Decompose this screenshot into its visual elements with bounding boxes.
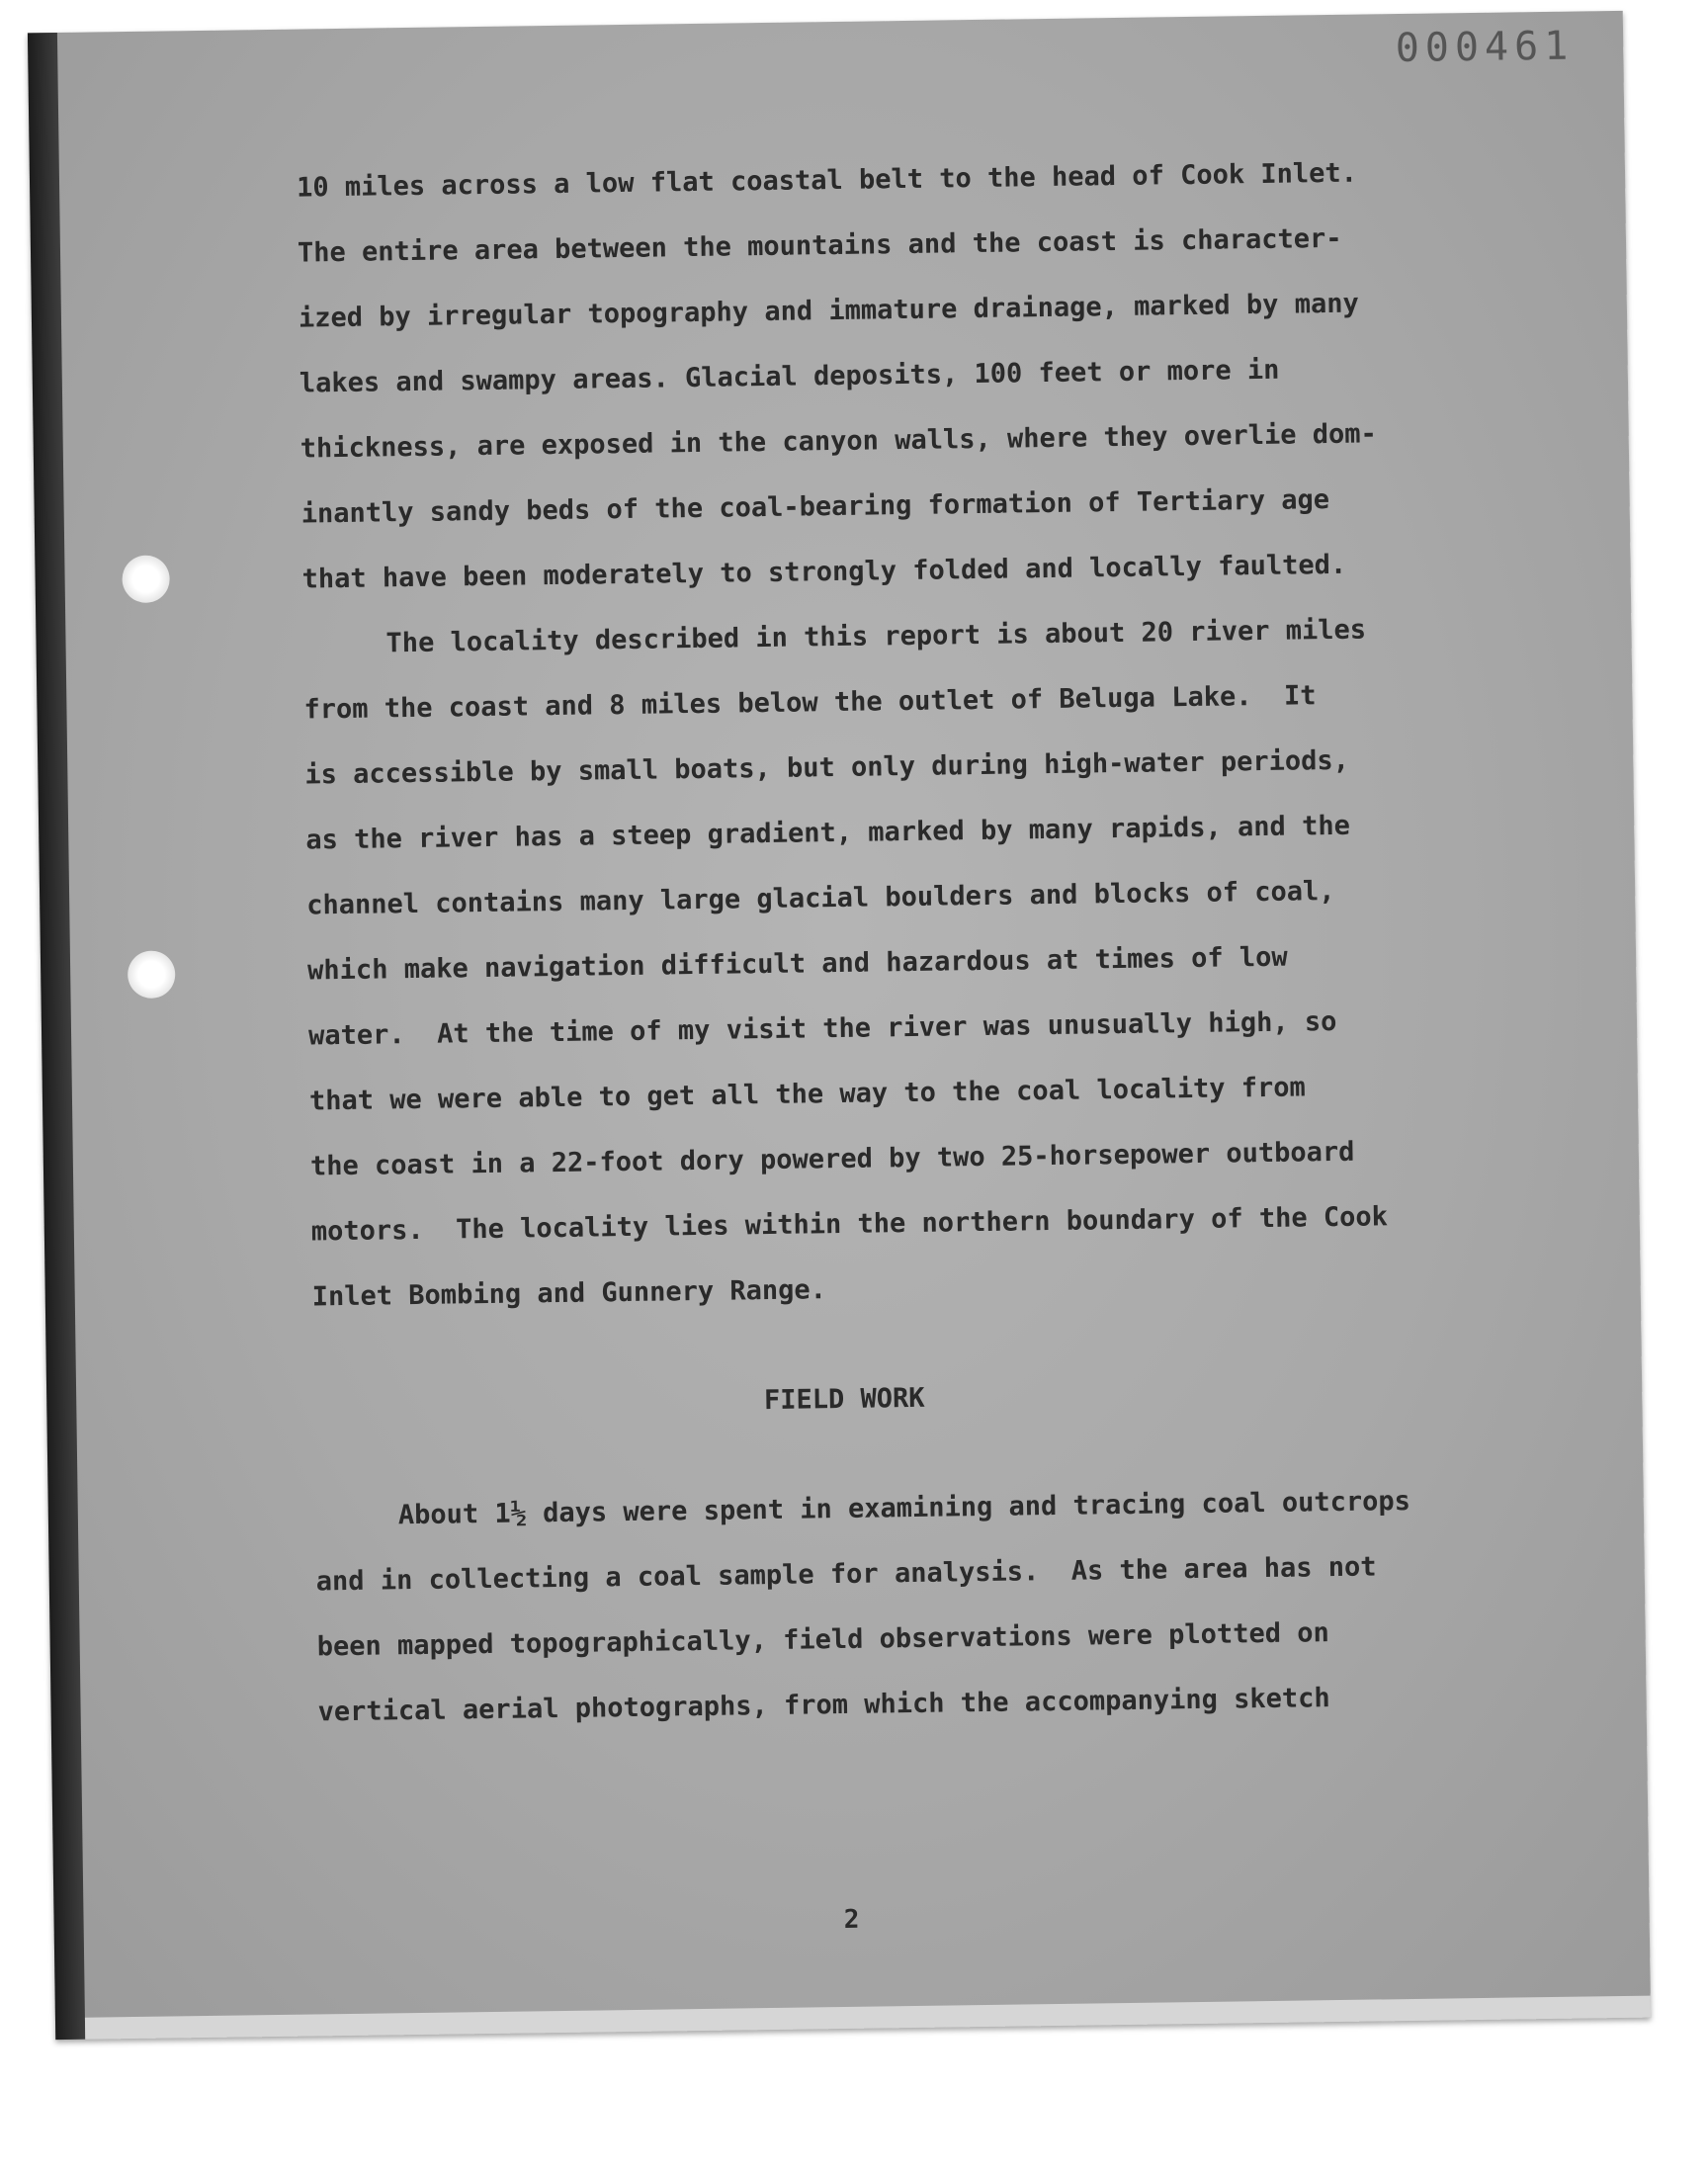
page-bottom-edge (85, 1996, 1651, 2040)
text-line: 10 miles across a low flat coastal belt to the head of Cook Inlet. (296, 157, 1358, 204)
text-line: from the coast and 8 miles below the outlet of Beluga Lake. It (303, 680, 1317, 726)
text-line: ized by irregular topography and immature drainage, marked by many (298, 288, 1359, 334)
text-line: that we were able to get all the way to the coal locality from (308, 1072, 1306, 1117)
text-line: as the river has a steep gradient, marked by many rapids, and the (305, 810, 1351, 856)
text-line: channel contains many large glacial boulders and blocks of coal, (306, 875, 1335, 921)
text-line: that have been moderately to strongly folded and locally faulted. (301, 549, 1347, 595)
text-line: and in collecting a coal sample for analysis. As the area has not (315, 1551, 1377, 1598)
scanned-page (28, 11, 1651, 2040)
section-heading: FIELD WORK (763, 1382, 925, 1417)
binding-strip (28, 33, 85, 2040)
text-line: is accessible by small boats, but only during high-water periods, (304, 744, 1350, 791)
text-line: The entire area between the mountains and the coast is character- (297, 222, 1342, 269)
text-line: motors. The locality lies within the northern boundary of the Cook (310, 1201, 1389, 1248)
text-line: thickness, are exposed in the canyon walls, where they overlie dom- (299, 418, 1378, 465)
text-line: the coast in a 22-foot dory powered by two 25-horsepower outboard (309, 1136, 1355, 1182)
paragraph-3 (314, 1468, 1494, 1746)
punch-hole-icon (122, 555, 170, 603)
text-line: water. At the time of my visit the river was unusually high, so (307, 1005, 1337, 1052)
text-line: About 1½ days were spent in examining and tracing coal outcrops (397, 1485, 1411, 1531)
paragraph-2 (302, 596, 1489, 1331)
paragraph-1 (297, 139, 1479, 613)
text-line: vertical aerial photographs, from which the accompanying sketch (317, 1683, 1330, 1728)
text-line: The locality described in this report is about 20 river miles (385, 614, 1367, 659)
text-line: which make navigation difficult and hazardous at times of low (306, 941, 1288, 987)
text-line: inantly sandy beds of the coal-bearing formation of Tertiary age (300, 484, 1330, 530)
page-number: 2 (843, 1904, 860, 1936)
document-number: 000461 (1395, 23, 1575, 72)
text-line: Inlet Bombing and Gunnery Range. (311, 1274, 827, 1313)
text-line: been mapped topographically, field observations were plotted on (316, 1617, 1329, 1663)
text-line: lakes and swampy areas. Glacial deposits, 100 feet or more in (299, 354, 1280, 399)
punch-hole-icon (128, 950, 176, 999)
